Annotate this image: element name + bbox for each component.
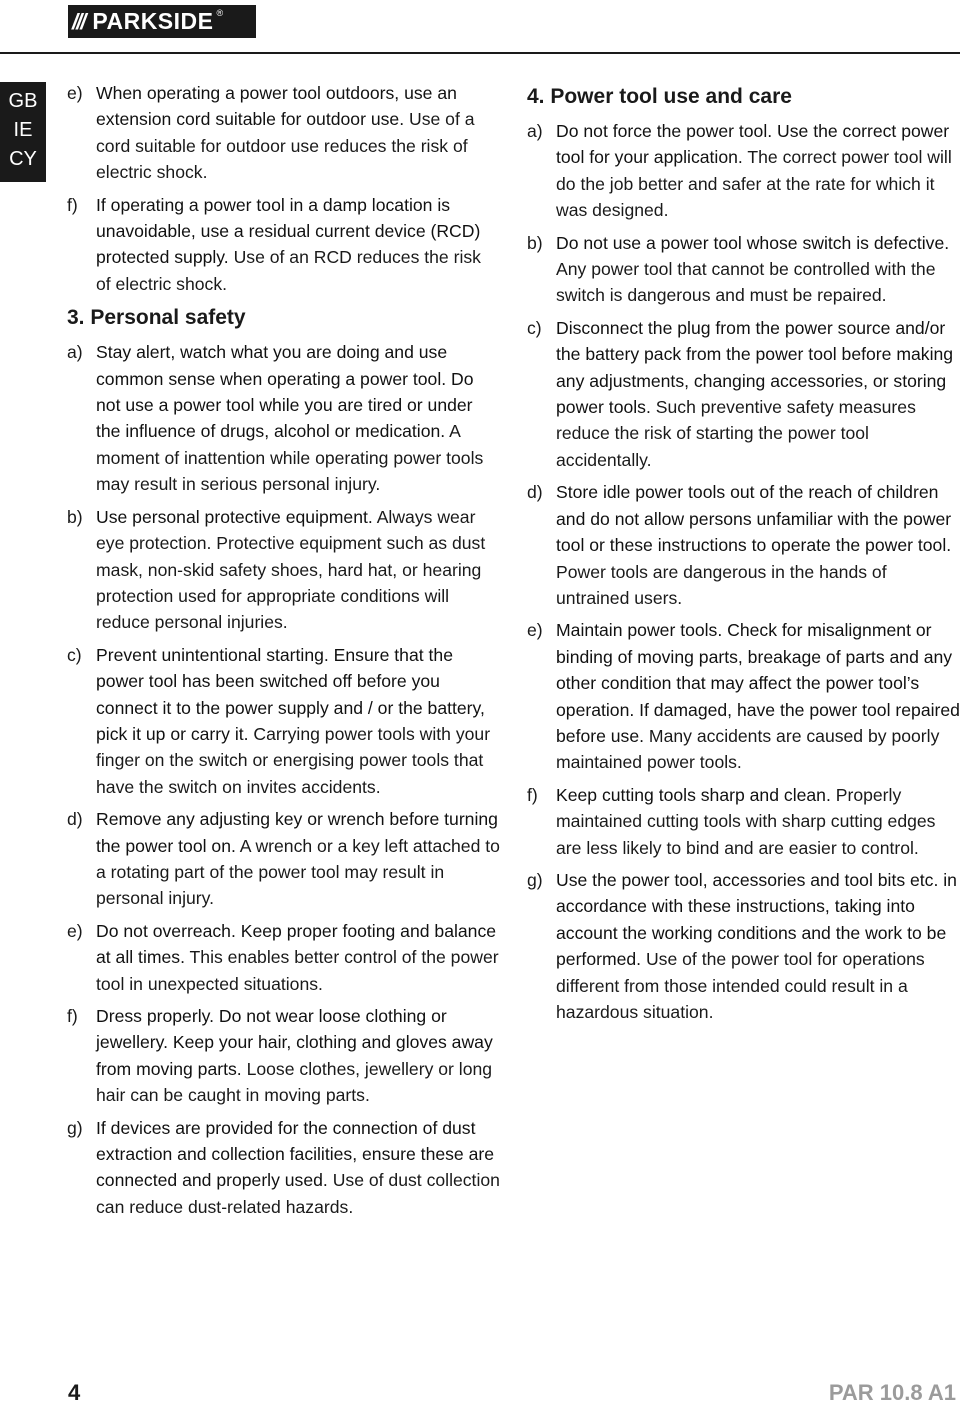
- item-marker: e): [67, 83, 83, 103]
- lang-ie: IE: [13, 119, 33, 141]
- item-marker: e): [527, 620, 543, 641]
- list-item: [67, 192, 500, 298]
- item-marker: c): [527, 317, 542, 338]
- item-marker: d): [67, 809, 83, 830]
- item-text: A wrench or a key left attached to a rotating part of the power tool may result in personal injury.: [96, 835, 500, 909]
- item-marker: f): [527, 784, 538, 805]
- lang-cy: CY: [9, 148, 37, 170]
- item-text: A moment of inattention while operating power tools may result in serious personal injury.: [96, 421, 484, 495]
- item-bold: Disconnect the plug from the power source and/or the battery pack from the power tool before making any adjustments, changing accessories, or storing power tools.: [556, 317, 954, 418]
- header-rule: [0, 52, 960, 54]
- item-text: This enables better control of the power tool in unexpected situations.: [96, 947, 499, 994]
- item-marker: d): [527, 482, 543, 503]
- item-marker: f): [67, 1006, 78, 1026]
- item-marker: a): [527, 121, 543, 141]
- item-text: Many accidents are caused by poorly maintained power tools.: [556, 725, 940, 773]
- logo-slashes: ///: [72, 8, 85, 34]
- item-bold: Store idle power tools out of the reach of children and do not allow persons unfamiliar with the power tool or these instructions to operate the power tool.: [556, 482, 952, 556]
- logo-text: PARKSIDE: [92, 8, 214, 34]
- list-item: [527, 867, 960, 1025]
- lang-gb: GB: [8, 90, 38, 112]
- item-text: Use of an RCD reduces the risk of electric shock.: [96, 247, 481, 294]
- item-text: Use of dust collection can reduce dust-related hazards.: [96, 1170, 500, 1217]
- logo-registered-mark: ®: [216, 8, 224, 18]
- item-text: Properly maintained cutting tools with sharp cutting edges are less likely to bind and are easier to control.: [556, 784, 936, 858]
- item-bold: When operating a power tool outdoors, use an extension cord suitable for outdoor use.: [96, 83, 457, 130]
- item-bold: Use the power tool, accessories and tool bits etc. in accordance with these instructions, taking into account the working conditions and the work to be performed.: [556, 869, 957, 970]
- list-item: [527, 479, 960, 611]
- item-marker: a): [67, 342, 83, 363]
- section-heading-personal-safety: 3. Personal safety: [67, 306, 246, 330]
- list-item: [67, 1003, 500, 1109]
- item-bold: Use personal protective equipment.: [96, 506, 373, 527]
- list-item: [67, 1115, 500, 1221]
- model-number: PAR 10.8 A1: [828, 1380, 956, 1405]
- item-marker: b): [67, 506, 83, 527]
- list-item: [67, 504, 500, 636]
- left-column: [67, 80, 500, 1226]
- list-item: [67, 806, 500, 912]
- list-item: [527, 118, 960, 224]
- item-text: The correct power tool will do the job better and safer at the rate for which it was designed.: [556, 147, 952, 221]
- page-number: 4: [68, 1380, 81, 1405]
- item-text: Power tools are dangerous in the hands of untrained users.: [556, 561, 887, 608]
- item-text: Use of the power tool for operations different from those intended could result in a hazardous situation.: [556, 949, 925, 1022]
- item-marker: b): [527, 232, 543, 253]
- item-bold: Do not use a power tool whose switch is defective.: [556, 232, 950, 253]
- list-item: [67, 339, 500, 497]
- item-marker: f): [67, 194, 78, 215]
- item-bold: Maintain power tools. Check for misalignment or binding of moving parts, breakage of parts and any other condition that may affect the power tool’s operation. If damaged, have the power tool repaired before use.: [556, 620, 960, 746]
- list-item: [67, 80, 500, 186]
- item-bold: Stay alert, watch what you are doing and use common sense when operating a power tool. Do not use a power tool while you are tired or under the influence of drugs, alcohol or medication.: [96, 342, 474, 442]
- item-text: Such preventive safety measures reduce the risk of starting the power tool accidentally.: [556, 397, 916, 470]
- item-text: Loose clothes, jewellery or long hair can be caught in moving parts.: [96, 1058, 493, 1106]
- list-item: [67, 642, 500, 800]
- item-text: Carrying power tools with your finger on the switch or energising power tools that have the switch on invites accidents.: [96, 723, 491, 797]
- brand-logo: [68, 5, 256, 38]
- section-heading-power-tool-use: 4. Power tool use and care: [527, 85, 792, 108]
- list-item: [527, 315, 960, 473]
- item-text: Always wear eye protection. Protective equipment such as dust mask, non-skid safety shoes, hard hat, or hearing protection used for appropriate conditions will reduce personal injuries.: [96, 506, 486, 633]
- item-marker: g): [67, 1117, 83, 1138]
- list-item: [527, 230, 960, 309]
- item-marker: g): [527, 869, 543, 890]
- item-bold: Remove any adjusting key or wrench before turning the power tool on.: [96, 809, 498, 856]
- list-item: [527, 617, 960, 775]
- item-marker: e): [67, 920, 83, 941]
- right-column: [527, 80, 960, 1031]
- language-tab: [0, 82, 46, 182]
- list-item: [67, 918, 500, 997]
- item-text: Use of a cord suitable for outdoor use reduces the risk of electric shock.: [96, 109, 475, 183]
- item-marker: c): [67, 644, 82, 665]
- item-bold: Dress properly. Do not wear loose clothing or jewellery. Keep your hair, clothing and gloves away from moving parts.: [96, 1006, 493, 1079]
- item-bold: Do not overreach. Keep proper footing and balance at all times.: [96, 920, 497, 968]
- item-bold: If operating a power tool in a damp location is unavoidable, use a residual current device (RCD) protected supply.: [96, 194, 481, 268]
- item-bold: If devices are provided for the connection of dust extraction and collection facilities, ensure these are connected and properly used.: [96, 1117, 495, 1191]
- item-text: Any power tool that cannot be controlled with the switch is dangerous and must be repaired.: [556, 259, 936, 306]
- list-item: [527, 782, 960, 861]
- item-bold: Keep cutting tools sharp and clean.: [556, 784, 831, 805]
- item-bold: Prevent unintentional starting. Ensure that the power tool has been switched off before you connect it to the power supply and / or the battery, pick it up or carry it.: [96, 644, 485, 744]
- item-bold: Do not force the power tool. Use the correct power tool for your application.: [556, 121, 950, 168]
